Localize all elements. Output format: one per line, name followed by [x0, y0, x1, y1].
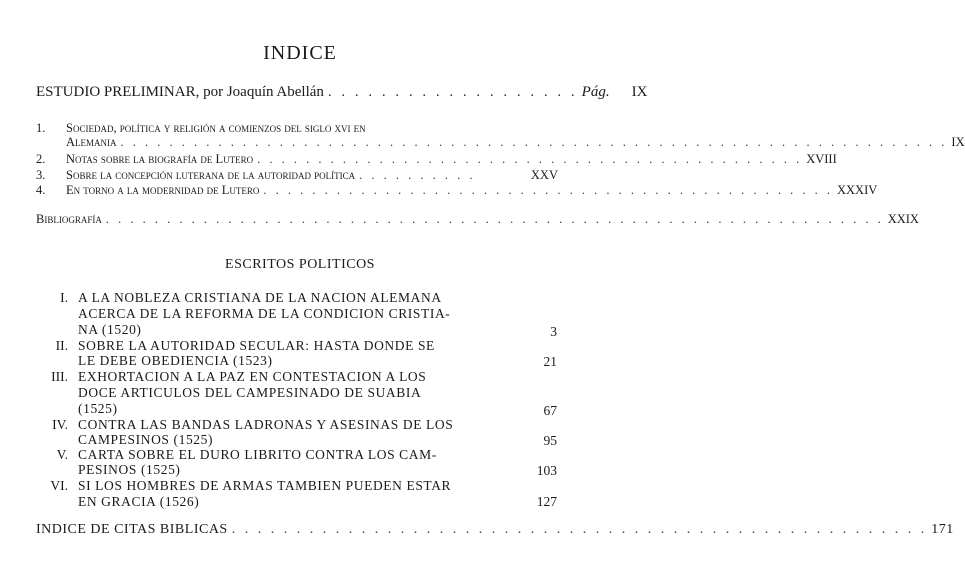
- entry-line: CARTA SOBRE EL DURO LIBRITO CONTRA LOS CAM-: [78, 447, 437, 462]
- item-number: 3.: [36, 168, 46, 182]
- roman-numeral: V.: [56, 447, 68, 462]
- page-number: XXXIV: [836, 183, 878, 197]
- leader-dots: . . . . . . . . . . . . . . . . . . .: [327, 84, 578, 100]
- leader-dots: . . . . . . . . . . . . . . . . . . . . . . . . . . . . . . . . . . . . . . . . . . . . .: [257, 152, 803, 166]
- page-number: 21: [543, 354, 557, 369]
- toc-entry-study-4[interactable]: [36, 183, 878, 198]
- entry-line: EXHORTACION A LA PAZ EN CONTESTACION A LOS: [78, 369, 427, 384]
- toc-entry-estudio-preliminar[interactable]: [36, 84, 648, 101]
- leader-dots: . . . . . . . . . . . . . . . . . . . . . . . . . . . . . . . . . . . . . . . . . . . . . . . . . . . . . .: [231, 522, 928, 537]
- entry-label: Alemania: [66, 135, 117, 149]
- page-number: 67: [543, 403, 557, 418]
- entry-line: A LA NOBLEZA CRISTIANA DE LA NACION ALEMANA: [78, 290, 442, 305]
- leader-dots: . . . . . . . . . . . . . . . . . . . . . . . . . . . . . . . . . . . . . . . . . . . . . . .: [263, 183, 833, 197]
- page-number: 103: [536, 463, 557, 478]
- roman-numeral: VI.: [50, 478, 68, 493]
- page-number: IX: [951, 135, 965, 149]
- entry-line: ACERCA DE LA REFORMA DE LA CONDICION CRISTIA-: [78, 306, 451, 321]
- entry-label: INDICE DE CITAS BIBLICAS: [36, 522, 228, 537]
- entry-label: Notas sobre la biografía de Lutero: [66, 152, 254, 166]
- leader-dots: . . . . . . . . . . . . . . . . . . . . . . . . . . . . . . . . . . . . . . . . . . . . . . . . . . . . . . . . . . . . . . . . . . . .: [120, 135, 948, 149]
- roman-numeral: I.: [60, 290, 68, 305]
- entry-line: CONTRA LAS BANDAS LADRONAS Y ASESINAS DE LOS: [78, 417, 454, 432]
- item-number: 1.: [36, 121, 46, 135]
- entry-label: Bibliografía: [36, 212, 102, 226]
- page-number: 3: [550, 324, 557, 339]
- leader-dots: . . . . . . . . . . . . . . . . . . . . . . . . . . . . . . . . . . . . . . . . . . . . . . . . . . . . . . . . . . . . . . . .: [105, 212, 884, 226]
- page-number: IX: [631, 84, 648, 100]
- page-number: XXV: [530, 168, 558, 182]
- page-number: 171: [931, 522, 954, 537]
- entry-line: SI LOS HOMBRES DE ARMAS TAMBIEN PUEDEN ESTAR: [78, 478, 452, 493]
- toc-entry-study-2[interactable]: [36, 152, 837, 167]
- toc-entry-study-1-continued[interactable]: [36, 135, 965, 150]
- toc-entry-indice-citas-biblicas[interactable]: [36, 522, 954, 538]
- page-number: 127: [536, 494, 557, 509]
- section-title: ESCRITOS POLITICOS: [225, 257, 375, 272]
- entry-label: ESTUDIO PRELIMINAR, por Joaquín Abellán: [36, 84, 324, 100]
- entry-line: (1525): [78, 401, 118, 416]
- leader-dots: . . . . . . . . . .: [359, 168, 476, 182]
- toc-entry-bibliografia[interactable]: [36, 212, 919, 227]
- entry-line: SOBRE LA AUTORIDAD SECULAR: HASTA DONDE SE: [78, 338, 435, 353]
- roman-numeral: IV.: [52, 417, 68, 432]
- page-number: 95: [543, 433, 557, 448]
- entry-line: CAMPESINOS (1525): [78, 432, 214, 447]
- toc-entry-study-1[interactable]: [36, 121, 558, 136]
- pag-abbrev: Pág.: [581, 84, 610, 100]
- item-number: 2.: [36, 152, 46, 166]
- entry-line: EN GRACIA (1526): [78, 494, 200, 509]
- roman-numeral: III.: [51, 369, 68, 384]
- page-number: XXIX: [887, 212, 919, 226]
- entry-line: NA (1520): [78, 322, 142, 337]
- page-number: XVIII: [806, 152, 837, 166]
- entry-line: PESINOS (1525): [78, 462, 181, 477]
- entry-label: En torno a la modernidad de Lutero: [66, 183, 260, 197]
- toc-entry-study-3[interactable]: [36, 168, 558, 183]
- entry-line: DOCE ARTICULOS DEL CAMPESINADO DE SUABIA: [78, 385, 422, 400]
- entry-label: Sociedad, política y religión a comienzos del siglo xvi en: [66, 121, 366, 135]
- roman-numeral: II.: [55, 338, 68, 353]
- entry-line: LE DEBE OBEDIENCIA (1523): [78, 353, 273, 368]
- entry-label: Sobre la concepción luterana de la autoridad política: [66, 168, 356, 182]
- item-number: 4.: [36, 183, 46, 197]
- page-title: INDICE: [263, 42, 337, 64]
